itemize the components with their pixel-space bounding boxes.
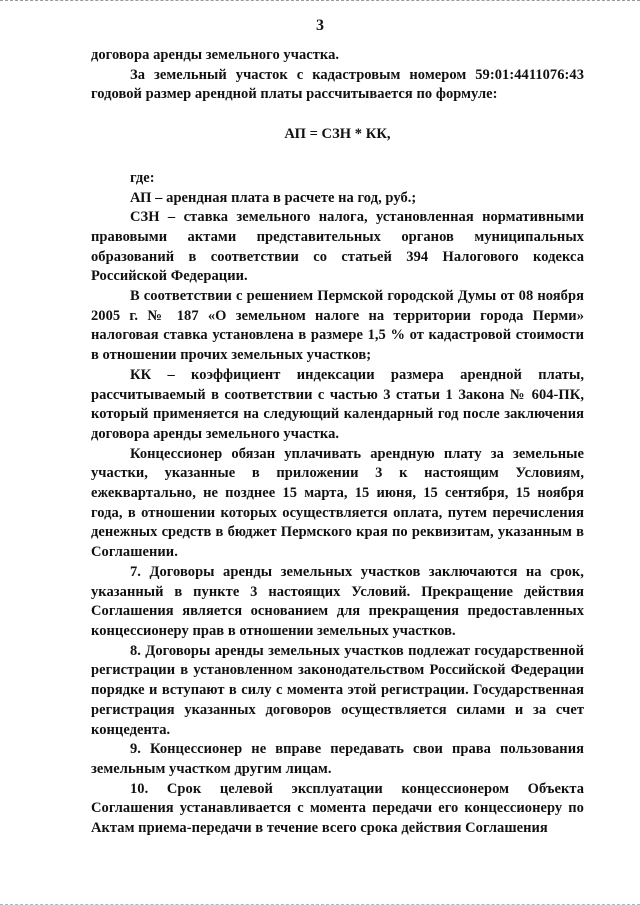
paragraph-item-8: 8. Договоры аренды земельных участков подлежат государственной регистрации в установленном законодательством Российской Федерации порядке и вступают в силу с момента этой регистрации. Государственная регистрация указанных договоров осуществляется силами и за счет концедента. [91,642,584,738]
paragraph-continuation: договора аренды земельного участка. [91,47,340,63]
paragraph-where: где: [130,169,155,186]
paragraph-perm-duma: В соответствии с решением Пермской городской Думы от 08 ноября 2005 г. № 187 «О земельном налоге на территории города Перми» налоговая ставка установлена в размере 1,5 % от кадастровой стоимости в отношении прочих земельных участков; [91,288,584,364]
document-body [91,46,584,839]
paragraph-cadastral: За земельный участок с кадастровым номером 59:01:4411076:43 годовой размер арендной платы рассчитывается по формуле: [91,66,584,103]
paragraph-item-7: 7. Договоры аренды земельных участков заключаются на срок, указанный в пункте 3 настоящих Условий. Прекращение действия Соглашения является основанием для прекращения предоставленных концессионеру прав в отношении земельных участков. [91,563,584,639]
paragraph-item-10: 10. Срок целевой эксплуатации концессионером Объекта Соглашения устанавливается с момента передачи его концессионеру по Актам приема-передачи в течение всего срока действия Соглашения [91,780,584,837]
formula: АП = СЗН * КК, [284,126,391,143]
paragraph-item-9: 9. Концессионер не вправе передавать свои права пользования земельным участком другим лицам. [91,741,584,777]
paragraph-kk-definition: КК – коэффициент индексации размера арендной платы, рассчитываемый в соответствии с частью 3 статьи 1 Закона № 604-ПК, который применяется на следующий календарный год после заключения договора аренды земельного участка. [91,366,584,442]
paragraph-ap-definition: АП – арендная плата в расчете на год, руб.; [130,189,417,206]
top-scan-edge [0,0,640,4]
page-number: 3 [316,17,324,34]
paragraph-szn-definition: СЗН – ставка земельного налога, установленная нормативными правовыми актами представительных органов муниципальных образований в соответствии со статьей 394 Налогового кодекса Российской Федерации. [91,209,584,285]
paragraph-concessionaire-payment: Концессионер обязан уплачивать арендную плату за земельные участки, указанные в приложении 3 к настоящим Условиям, ежеквартально, не позднее 15 марта, 15 июня, 15 сентября, 15 ноября года, в отношении которых осуществляется оплата, путем перечисления денежных средств в бюджет Пермского края по реквизитам, указанным в Соглашении. [91,445,584,561]
